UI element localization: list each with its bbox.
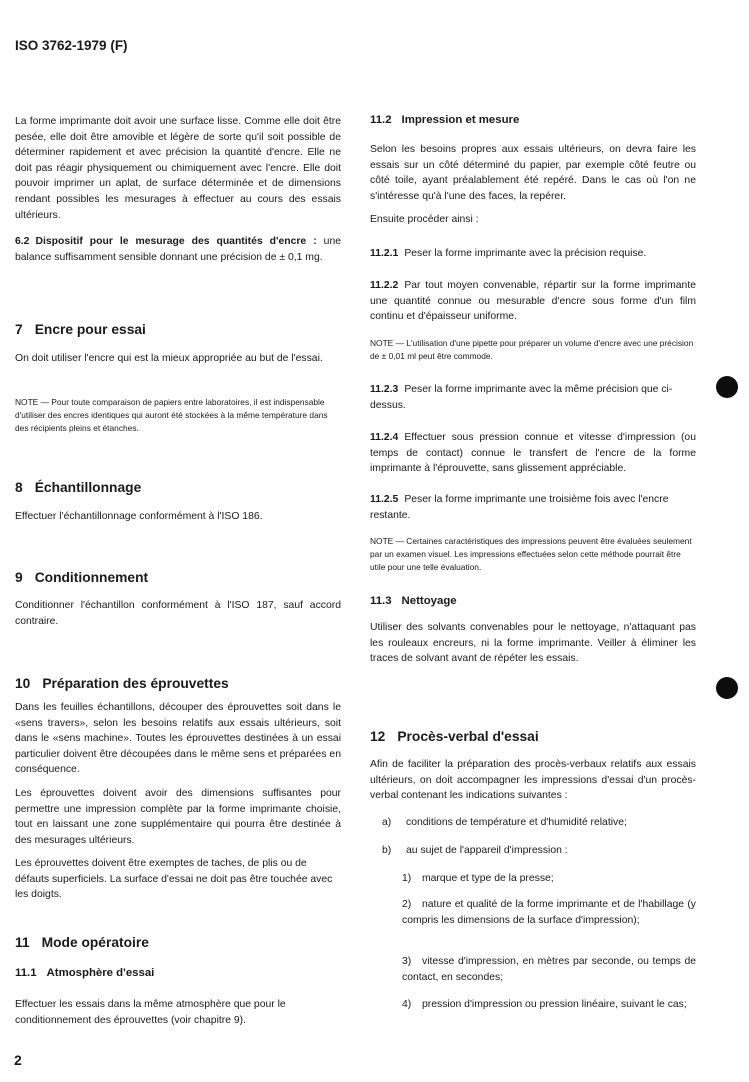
section-8-heading: 8 Échantillonnage: [15, 480, 142, 495]
section-7-text: On doit utiliser l'encre qui est la mieux appropriée au but de l'essai.: [15, 353, 323, 364]
section-11-1-heading: 11.1 Atmosphère d'essai: [15, 967, 155, 979]
margin-bullet-mark: [716, 677, 738, 699]
step-11-2-5: 11.2.5 Peser la forme imprimante une troisième fois avec l'encre restante.: [370, 494, 669, 521]
forme-imprimante-paragraph: La forme imprimante doit avoir une surface lisse. Comme elle doit être pesée, elle doit être amovible et légère de sorte qu'il soit possible de déterminer rapidement et avec précision la quantité d'encre. Elle ne doit pas réagir physiquement ou chimiquement avec l'encre. Elle doit pouvoir imprimer un aplat, de surface déterminée et de dimensions rendant possibles les mesurages à effectuer au cours des essais ultérieurs.: [15, 116, 341, 221]
list-subitem-3: 3) vitesse d'impression, en mètres par seconde, ou temps de contact, en secondes;: [402, 956, 696, 983]
section-11-heading: 11 Mode opératoire: [15, 935, 149, 950]
list-subitem-4: 4) pression d'impression ou pression linéaire, suivant le cas;: [402, 999, 687, 1010]
page-number: 2: [14, 1052, 22, 1068]
step-11-2-3: 11.2.3 Peser la forme imprimante avec la même précision que ci-dessus.: [370, 384, 673, 411]
section-9-heading: 9 Conditionnement: [15, 570, 149, 585]
section-11-3-heading: 11.3 Nettoyage: [370, 595, 457, 607]
section-10-paragraph-3: Les éprouvettes doivent être exemptes de taches, de plis ou de défauts superficiels. La surface d'essai ne doit pas être touchée avec les doigts.: [15, 858, 333, 901]
section-text: une balance suffisamment sensible donnant une précision de ± 0,1 mg.: [15, 236, 342, 263]
section-11-2-paragraph-2: Ensuite procéder ainsi :: [370, 214, 479, 225]
section-number: 6.2: [15, 236, 30, 247]
section-11-1-text: Effectuer les essais dans la même atmosphère que pour le conditionnement des éprouvettes (voir chapitre 9).: [15, 999, 286, 1026]
section-8-text: Effectuer l'échantillonnage conformément à l'ISO 186.: [15, 511, 263, 522]
section-6-2: [15, 234, 341, 265]
step-11-2-4: 11.2.4 Effectuer sous pression connue et vitesse d'impression (ou temps de contact) connue le transfert de l'encre de la forme imprimante à l'éprouvette, sans glissement appréciable.: [370, 432, 696, 475]
section-10-paragraph-1: Dans les feuilles échantillons, découper des éprouvettes soit dans le «sens travers», selon les besoins relatifs aux essais ultérieurs, soit dans le «sens machine». Toutes les éprouvettes destinées à un essai particulier doivent être découpées dans le même sens et préparées en conséquence.: [15, 702, 341, 776]
list-subitem-2: 2) nature et qualité de la forme imprimante et de l'habillage (y compris les dimensions de la surface d'impression);: [402, 899, 696, 926]
list-item-b: b) au sujet de l'appareil d'impression :: [382, 845, 568, 856]
step-11-2-5-note: NOTE — Certaines caractéristiques des impressions peuvent être évaluées seulement par un examen visuel. Les impressions effectuées selon cette méthode pourrait être utile pour une telle évaluation.: [370, 536, 692, 573]
step-11-2-2: 11.2.2 Par tout moyen convenable, répartir sur la forme imprimante une quantité connue ou mesurable d'encre sous forme d'un film continu et d'épaisseur uniforme.: [370, 280, 696, 323]
section-title: Dispositif pour le mesurage des quantités d'encre :: [35, 236, 317, 247]
section-9-text: Conditionner l'échantillon conformément à l'ISO 187, sauf accord contraire.: [15, 600, 341, 627]
section-10-paragraph-2: Les éprouvettes doivent avoir des dimensions suffisantes pour permettre une impression complète par la forme imprimante choisie, tout en laissant une zone supplémentaire qui pourra être destinée à des mesurages ultérieurs.: [15, 788, 341, 846]
section-7-note: NOTE — Pour toute comparaison de papiers entre laboratoires, il est indispensable d'utiliser des encres identiques qui auront été stockées à la même température dans des récipients pleins et étanches.: [15, 397, 328, 434]
section-11-3-text: Utiliser des solvants convenables pour le nettoyage, n'attaquant pas les rouleaux encreurs, ni la forme imprimante. Veiller à éliminer les traces de solvant avant de répéter les essais.: [370, 622, 696, 665]
section-11-2-paragraph-1: Selon les besoins propres aux essais ultérieurs, on devra faire les essais sur un côté déterminé du papier, par exemple côté feutre ou côté toile, ayant préalablement été repéré. Dans le cas où l'on ne s'intéresse qu'à l'une des faces, la repérer.: [370, 144, 696, 202]
step-11-2-2-note: NOTE — L'utilisation d'une pipette pour préparer un volume d'encre avec une précision de ± 0,01 ml peut être commode.: [370, 338, 694, 362]
section-12-text: Afin de faciliter la préparation des procès-verbaux relatifs aux essais ultérieurs, on doit accompagner les impressions d'essai d'un procès-verbal contenant les indications suivantes :: [370, 759, 696, 802]
section-7-heading: 7 Encre pour essai: [15, 322, 146, 337]
margin-bullet-mark: [716, 376, 738, 398]
section-12-heading: 12 Procès-verbal d'essai: [370, 729, 539, 744]
list-item-a: a) conditions de température et d'humidité relative;: [382, 817, 627, 828]
section-10-heading: 10 Préparation des éprouvettes: [15, 676, 229, 691]
section-11-2-heading: 11.2 Impression et mesure: [370, 114, 520, 126]
step-11-2-1: 11.2.1 Peser la forme imprimante avec la précision requise.: [370, 248, 647, 259]
list-subitem-1: 1) marque et type de la presse;: [402, 873, 554, 884]
page-header: ISO 3762-1979 (F): [15, 38, 128, 53]
